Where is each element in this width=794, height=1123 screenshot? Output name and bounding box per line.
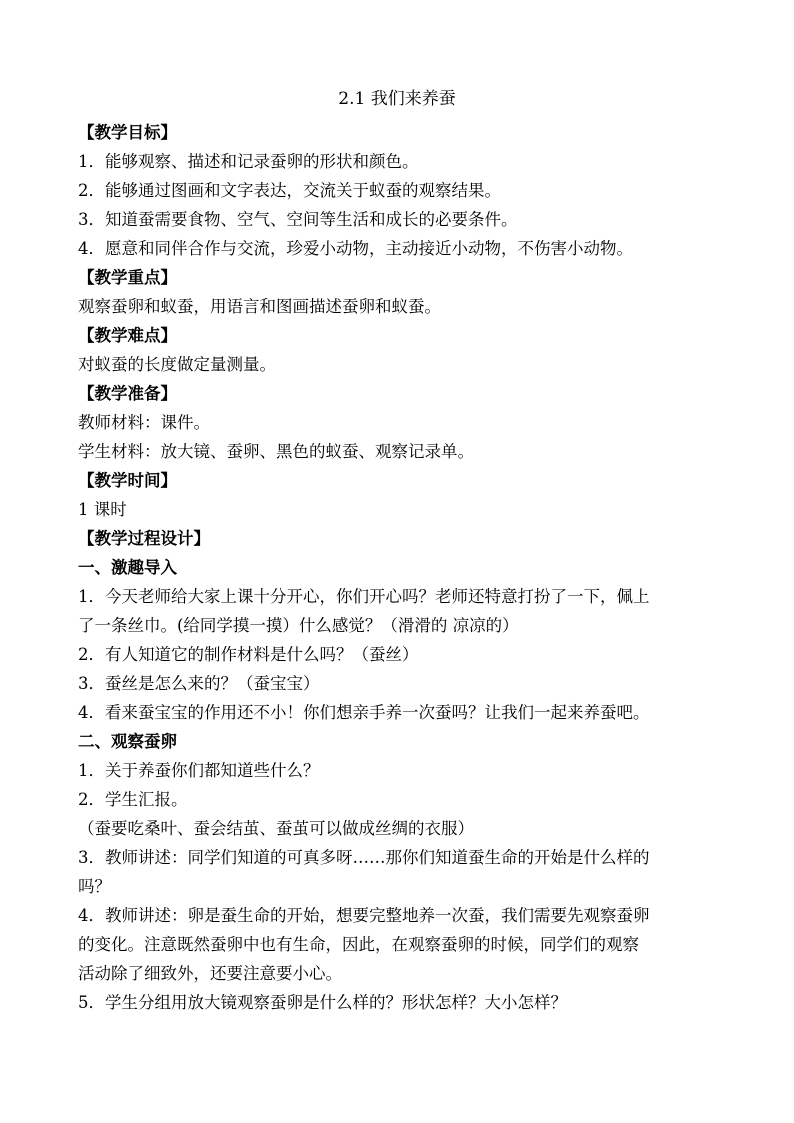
text-line: 2．有人知道它的制作材料是什么吗？（蚕丝） [78,645,419,664]
text-line: 学生材料：放大镜、蚕卵、黑色的蚁蚕、观察记录单。 [78,442,474,461]
text-line: 观察蚕卵和蚁蚕，用语言和图画描述蚕卵和蚁蚕。 [78,297,441,316]
text-line: 2．能够通过图画和文字表达，交流关于蚁蚕的观察结果。 [78,181,501,200]
text-line: 对蚁蚕的长度做定量测量。 [78,355,276,374]
text-line: 3．蚕丝是怎么来的？（蚕宝宝） [78,674,320,693]
section-heading: 【教学准备】 [78,384,177,403]
section-heading: 【教学时间】 [78,471,177,490]
section-heading: 二、观察蚕卵 [78,732,177,751]
text-line: 的变化。注意既然蚕卵中也有生命，因此，在观察蚕卵的时候，同学们的观察 [78,935,639,954]
text-line: 1 课时 [78,500,127,519]
text-line: （蚕要吃桑叶、蚕会结茧、蚕茧可以做成丝绸的衣服） [78,819,474,838]
text-line: 1．关于养蚕你们都知道些什么？ [78,761,320,780]
text-line: 活动除了细致外，还要注意要小心。 [78,964,342,983]
text-line: 5．学生分组用放大镜观察蚕卵是什么样的？形状怎样？大小怎样？ [78,993,567,1012]
text-line: 2．学生汇报。 [78,790,188,809]
text-line: 教师材料：课件。 [78,413,210,432]
section-heading: 【教学难点】 [78,326,177,345]
text-line: 1．今天老师给大家上课十分开心，你们开心吗？老师还特意打扮了一下，佩上 [78,587,650,606]
text-line: 4．看来蚕宝宝的作用还不小！你们想亲手养一次蚕吗？让我们一起来养蚕吧。 [78,703,650,722]
section-heading: 【教学目标】 [78,123,177,142]
text-line: 3．知道蚕需要食物、空气、空间等生活和成长的必要条件。 [78,210,518,229]
section-heading: 一、激趣导入 [78,558,177,577]
text-line: 1．能够观察、描述和记录蚕卵的形状和颜色。 [78,152,419,171]
section-heading: 【教学重点】 [78,268,177,287]
text-line: 吗？ [78,877,111,896]
document-body [78,118,726,1017]
text-line: 4．教师讲述：卵是蚕生命的开始，想要完整地养一次蚕，我们需要先观察蚕卵 [78,906,650,925]
text-line: 了一条丝巾。(给同学摸一摸）什么感觉？（滑滑的 凉凉的） [78,616,519,635]
section-heading: 【教学过程设计】 [78,529,210,548]
text-line: 3．教师讲述：同学们知道的可真多呀……那你们知道蚕生命的开始是什么样的 [78,848,650,867]
text-line: 4．愿意和同伴合作与交流，珍爱小动物，主动接近小动物，不伤害小动物。 [78,239,633,258]
page-title: 2.1 我们来养蚕 [338,89,456,109]
